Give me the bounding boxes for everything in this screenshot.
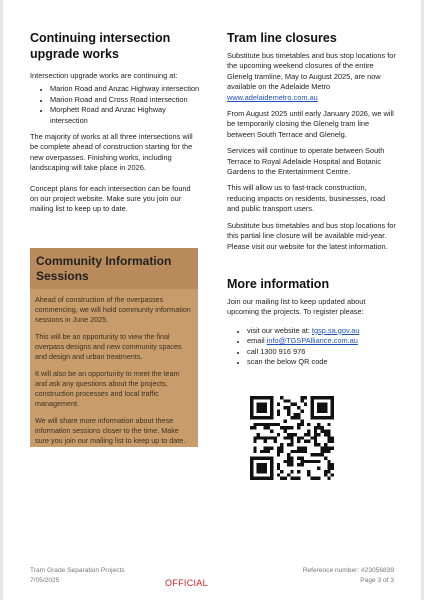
tram-closures-heading: Tram line closures [227, 31, 337, 45]
website-link[interactable]: tgsp.sa.gov.au [311, 325, 360, 335]
adelaide-metro-link[interactable]: www.adelaidemetro.com.au [227, 92, 318, 102]
intersection-item: • Marion Road and Cross Road intersection [50, 95, 200, 105]
intersection-heading: Continuing intersection upgrade works [30, 31, 171, 61]
footer-left [30, 566, 125, 586]
more-info-heading: More information [227, 276, 330, 291]
community-para-4: We will share more information about these information sessions closer to the time. Make sure you join our mailing list to keep up to date. [35, 416, 186, 445]
intersection-item: • Morphett Road and Anzac Highway intersection [50, 105, 200, 126]
tram-para-4: This will allow us to fast-track construction, reducing impacts on residents, businesses, road and public transport users. [227, 183, 386, 214]
page-edge-left [0, 0, 3, 600]
more-info-para: Join our mailing list to keep updated about upcoming the projects. To register please: [227, 296, 366, 317]
email-prefix: email [247, 336, 267, 346]
intersection-list [30, 84, 200, 126]
community-para-1: Ahead of construction of the overpasses commencing, we will hold community information sessions in June 2025. [35, 295, 191, 324]
tram-para-5: Substitute bus timetables and bus stop locations for this partial line closure will be available mid-year. Please visit our website for the latest information. [227, 220, 396, 251]
contact-list [227, 326, 397, 368]
contact-website [247, 326, 397, 336]
tram-para-1-text: Substitute bus timetables and bus stop locations for the upcoming weekend closures of the entire Glenelg tramline, May to August 2025, are now available on the Adelaide Metro [227, 51, 396, 92]
tram-para-1 [227, 51, 397, 103]
qr-code[interactable] [250, 396, 334, 480]
contact-call: • call 1300 916 976 [247, 347, 397, 357]
footer-right [303, 566, 394, 586]
website-prefix: visit our website at: [247, 325, 312, 335]
community-sessions-box [30, 248, 198, 447]
footer-reference: Reference number: #23056839 [302, 567, 394, 574]
tram-para-2: From August 2025 until early January 2026, we will be temporarily closing the Glenelg tram line between South Terrace and Glenelg. [227, 109, 394, 139]
box-body [30, 289, 198, 446]
community-para-3: It will also be an opportunity to meet the team and ask any questions about the projects, construction processes and local traffic management. [35, 369, 180, 408]
footer-page: Page 3 of 3 [360, 577, 394, 584]
contact-email [247, 336, 397, 346]
intersection-intro: Intersection upgrade works are continuing at: [30, 71, 178, 80]
email-link[interactable]: info@TGSPAlliance.com.au [266, 336, 358, 346]
community-para-2: This will be an opportunity to view the final overpass designs and new community spaces and design and urban treatments. [35, 332, 182, 361]
intersection-item: • Marion Road and Anzac Highway intersection [50, 84, 200, 94]
intersection-para-3: Concept plans for each intersection can be found on our project website. Make sure you join our mailing list to keep up to date. [30, 183, 191, 214]
left-column [30, 30, 200, 215]
intersection-para-2: The majority of works at all three intersections will be complete ahead of construction starting for the new overpasses. Finishing works, including landscaping will take place in 2026. [30, 132, 193, 173]
footer-date: 7/05/2025 [30, 577, 60, 584]
tram-para-3: Services will continue to operate between South Terrace to Royal Adelaide Hospital and Botanic Gardens to the Entertainment Centre. [227, 146, 385, 177]
footer-project: Tram Grade Separation Projects [30, 567, 125, 574]
contact-scan: • scan the below QR code [247, 357, 397, 367]
official-classification: OFFICIAL [165, 578, 208, 588]
right-column [227, 30, 397, 367]
community-sessions-heading: Community Information Sessions [36, 254, 172, 283]
box-title-area [30, 248, 198, 289]
